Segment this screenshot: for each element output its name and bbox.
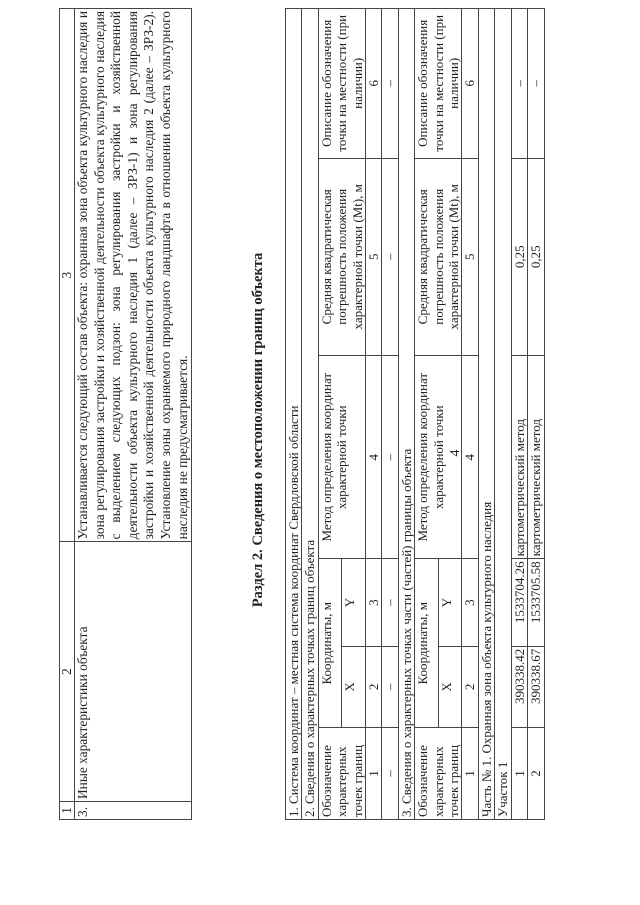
table-row [75,9,192,820]
column-number-row [462,9,478,820]
header-cell: 1 [60,802,75,820]
col-number: 4 [366,356,382,559]
section3-label: 3. Сведения о характерных точках части (частей) границы объекта [398,9,414,820]
col-number: 6 [366,9,382,159]
part-label: Часть № 1. Охранная зона объекта культурного наследия [478,9,494,820]
point-y: 1533705.58 [528,559,544,646]
row-name: Иные характеристики объекта [75,542,192,802]
dash-row [382,9,398,820]
page-number: 4 [448,449,463,457]
col-number: 2 [462,646,478,727]
dash-cell: – [382,728,398,820]
col-x: X [438,646,462,727]
point-method: картометрический метод [511,356,527,559]
point-number: 2 [528,728,544,820]
dash-cell: – [382,646,398,727]
dash-cell: – [382,356,398,559]
col-method: Метод определения координат характерной точки [318,356,365,559]
dash-cell: – [382,9,398,159]
point-description: – [528,9,544,159]
col-number: 4 [462,356,478,559]
col-accuracy: Средняя квадратическая погрешность положения характерной точки (Mt), м [318,158,365,355]
col-number: 2 [366,646,382,727]
table-row [528,9,544,820]
col-designation: Обозначение характерных точек границ [415,728,462,820]
point-x: 390338.67 [528,646,544,727]
section-title: Раздел 2. Сведения о местоположении границ объекта [250,252,266,608]
col-designation: Обозначение характерных точек границ [318,728,365,820]
col-number: 5 [366,158,382,355]
table-header-row [60,9,75,820]
coord-system: 1. Система координат – местная система координат Свердловской области [286,9,302,820]
col-number: 3 [366,559,382,646]
col-number: 1 [462,728,478,820]
point-method: картометрический метод [528,356,544,559]
point-x: 390338.42 [511,646,527,727]
plot-label: Участок 1 [495,9,511,820]
col-number: 5 [462,158,478,355]
point-accuracy: 0,25 [511,158,527,355]
section2-label: 2. Сведения о характерных точках границ объекта [302,9,318,820]
row-description: Устанавливается следующий состав объекта: охранная зона объекта культурного наследия и зона регулирования застройки и хозяйственной деятельности объекта культурного наследия с выделением следующих подзон: зона регулирования застройки и хозяйственной деятельности объекта культурного наследия 1 (далее – ЗРЗ-1) и зона регулирования застройки и хозяйственной деятельности объекта культурного наследия 2 (далее – ЗРЗ-2). Установление зоны охраняемого природного ландшафта в отношении объекта культурного наследия не предусматривается. [75,9,192,542]
table-row [511,9,527,820]
point-y: 1533704.26 [511,559,527,646]
dash-cell: – [382,158,398,355]
col-y: Y [438,559,462,646]
row-number: 3. [75,802,192,820]
col-accuracy: Средняя квадратическая погрешность положения характерной точки (Mt), м [415,158,462,355]
col-number: 6 [462,9,478,159]
column-number-row [366,9,382,820]
col-number: 1 [366,728,382,820]
header-cell: 3 [60,9,75,542]
dash-cell: – [382,559,398,646]
col-description: Описание обозначения точки на местности (при наличии) [415,9,462,159]
col-description: Описание обозначения точки на местности (при наличии) [318,9,365,159]
point-accuracy: 0,25 [528,158,544,355]
col-x: X [342,646,366,727]
col-method: Метод определения координат характерной точки [415,356,462,559]
col-coords: Координаты, м [318,559,342,728]
point-number: 1 [511,728,527,820]
col-number: 3 [462,559,478,646]
boundary-table [285,8,545,820]
characteristics-table [59,8,192,820]
col-y: Y [342,559,366,646]
header-cell: 2 [60,542,75,802]
col-coords: Координаты, м [415,559,439,728]
point-description: – [511,9,527,159]
